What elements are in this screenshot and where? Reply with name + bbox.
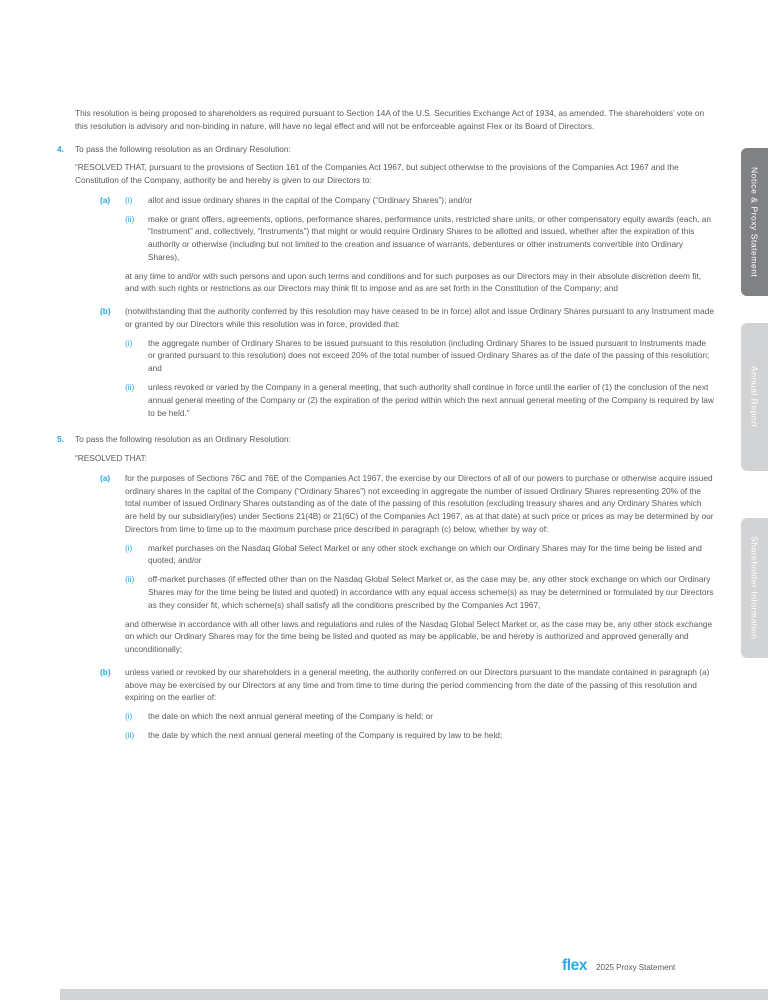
resolution-5-lead: To pass the following resolution as an Ordinary Resolution: bbox=[75, 434, 291, 445]
subitem-i-text: market purchases on the Nasdaq Global Select Market or any other stock exchange on which our Ordinary Shares may for the time being be listed and quoted; and/or bbox=[148, 542, 702, 566]
subitem-ii-text: the date by which the next annual general meeting of the Company is required by law to be held; bbox=[148, 729, 503, 740]
flex-logo: flex bbox=[562, 957, 588, 974]
resolution-5-resolved-clause: “RESOLVED THAT: bbox=[75, 453, 147, 464]
item-b-subitem-ii bbox=[125, 729, 714, 742]
resolution-5-item-b bbox=[100, 666, 714, 748]
item-b-subitem-ii bbox=[125, 381, 714, 419]
item-a-subitem-ii bbox=[125, 573, 714, 611]
intro-paragraph: This resolution is being proposed to shareholders as required pursuant to Section 14A of the U.S. Securities Exchange Act of 1934, as amended. The shareholders’ vote on this resolution is advisory and non-binding in nature, will have no legal effect and will not be enforceable against Flex or its Board of Directors. bbox=[75, 108, 705, 131]
tab-notice-proxy-statement[interactable] bbox=[741, 148, 768, 296]
item-a-label: (a) bbox=[100, 472, 111, 483]
resolution-4-resolved-clause: “RESOLVED THAT, pursuant to the provisions of Section 161 of the Companies Act 1967, but subject otherwise to the provisions of the Companies Act 1967 and the Constitution of the Company, authority be and hereby is given to our Directors to: bbox=[75, 162, 679, 186]
tab-label: Notice & Proxy Statement bbox=[749, 166, 760, 278]
item-a-continuation: and otherwise in accordance with all other laws and regulations and rules of the Nasdaq Global Select Market or, as the case may be, any other stock exchange on which our Ordinary Shares may for the time being be listed and quoted as may be applicable, be and hereby is authorized and approved generally and unconditionally; bbox=[125, 618, 713, 655]
page-footer bbox=[562, 957, 675, 975]
subitem-i-text: the date on which the next annual general meeting of the Company is held; or bbox=[148, 711, 434, 722]
subitem-i-label: (i) bbox=[125, 542, 133, 553]
subitem-i-label: (i) bbox=[125, 711, 133, 722]
item-a-subitem-ii bbox=[125, 213, 714, 264]
resolution-4-item-b bbox=[100, 305, 714, 425]
tab-shareholder-information[interactable] bbox=[741, 518, 768, 658]
item-a-subitem-i bbox=[125, 542, 714, 568]
subitem-ii-label: (ii) bbox=[125, 729, 135, 740]
bottom-edge-bar bbox=[60, 989, 768, 1000]
item-a-subitem-i bbox=[125, 194, 714, 207]
resolution-4-item-a bbox=[100, 194, 714, 305]
item-a-continuation: at any time to and/or with such persons and upon such terms and conditions and for such purposes as our Directors may in their absolute discretion deem fit, and with such rights or restrictions as our Directors may think fit to impose and as are set forth in the Constitution of the Company; and bbox=[125, 270, 702, 294]
resolution-4-number: 4. bbox=[57, 143, 64, 154]
item-b-subitem-i bbox=[125, 337, 714, 375]
resolution-5-number: 5. bbox=[57, 434, 64, 445]
item-b-subitem-i bbox=[125, 710, 714, 723]
subitem-ii-label: (ii) bbox=[125, 574, 135, 585]
resolution-5-heading bbox=[57, 433, 714, 446]
document-body bbox=[57, 107, 714, 756]
subitem-ii-text: off-market purchases (if effected other than on the Nasdaq Global Select Market or, as the case may be, any other stock exchange on which our Ordinary Shares may for the time being be listed and quoted) in accordance with any equal access scheme(s) as may be determined or formulated by our Directors as they consider fit, which scheme(s) shall satisfy all the conditions prescribed by the Companies Act 1967, bbox=[148, 574, 714, 610]
subitem-ii-text: unless revoked or varied by the Company in a general meeting, that such authority shall continue in force until the earlier of (1) the conclusion of the next annual general meeting of the Company or (2) the expiration of the period within which the next annual general meeting of the Company is required by law to be held.” bbox=[148, 382, 714, 418]
resolution-4-lead: To pass the following resolution as an Ordinary Resolution: bbox=[75, 143, 291, 154]
subitem-ii-label: (ii) bbox=[125, 213, 135, 224]
resolution-5 bbox=[57, 433, 714, 747]
item-b-label: (b) bbox=[100, 306, 111, 317]
resolution-4 bbox=[57, 143, 714, 426]
item-b-text: unless varied or revoked by our shareholders in a general meeting, the authority conferred on our Directors pursuant to the mandate contained in paragraph (a) above may be exercised by our Directors at any time and from time to time during the period commencing from the date of the passing of this resolution and expiring on the earlier of: bbox=[125, 666, 710, 703]
subitem-i-label: (i) bbox=[125, 337, 133, 348]
subitem-i-label: (i) bbox=[125, 194, 133, 205]
subitem-i-text: the aggregate number of Ordinary Shares to be issued pursuant to this resolution (including Ordinary Shares to be issued pursuant to Instruments made or granted pursuant to this resolution) does not exceed 20% of the total number of issued Ordinary Shares as of the date of the passing of this resolution; and bbox=[148, 337, 710, 374]
resolution-5-item-a bbox=[100, 472, 714, 666]
resolution-4-heading bbox=[57, 143, 714, 156]
footer-document-title: 2025 Proxy Statement bbox=[596, 963, 676, 972]
item-a-text: for the purposes of Sections 76C and 76E of the Companies Act 1967, the exercise by our Directors of all of our powers to purchase or otherwise acquire issued ordinary shares in the capital of the Company (“Ordinary Shares”) not exceeding in aggregate the number of issued Ordinary Shares representing 20% of the total number of issued Ordinary Shares outstanding as of the date of the passing of this resolution (excluding treasury shares and any Ordinary Shares which are held by our subsidiary(ies) under Sections 21(4B) or 21(6C) of the Companies Act 1967, as at that date) at such price or prices as may be determined by our Directors from time to time up to the maximum purchase price described in paragraph (c) below, whether by way of: bbox=[125, 472, 714, 534]
item-a-label: (a) bbox=[100, 194, 111, 205]
tab-label: Annual Report bbox=[749, 366, 760, 428]
item-b-label: (b) bbox=[100, 666, 111, 677]
item-b-text: (notwithstanding that the authority conferred by this resolution may have ceased to be in force) allot and issue Ordinary Shares pursuant to any Instrument made or granted by our Directors while this resolution was in force, provided that: bbox=[125, 306, 714, 329]
tab-label: Shareholder Information bbox=[749, 536, 760, 640]
subitem-ii-label: (ii) bbox=[125, 382, 135, 393]
subitem-i-text: allot and issue ordinary shares in the capital of the Company (“Ordinary Shares”); and/or bbox=[148, 194, 473, 205]
tab-annual-report[interactable] bbox=[741, 323, 768, 471]
subitem-ii-text: make or grant offers, agreements, options, performance shares, performance units, restricted share units, or other compensatory equity awards (each, an “Instrument” and, collectively, “Instruments”) that might or would require Ordinary Shares to be allotted and issued, whether after the expiration of this authority or otherwise (including but not limited to the creation and issuance of warrants, debentures or other instruments convertible into Ordinary Shares), bbox=[148, 213, 711, 262]
